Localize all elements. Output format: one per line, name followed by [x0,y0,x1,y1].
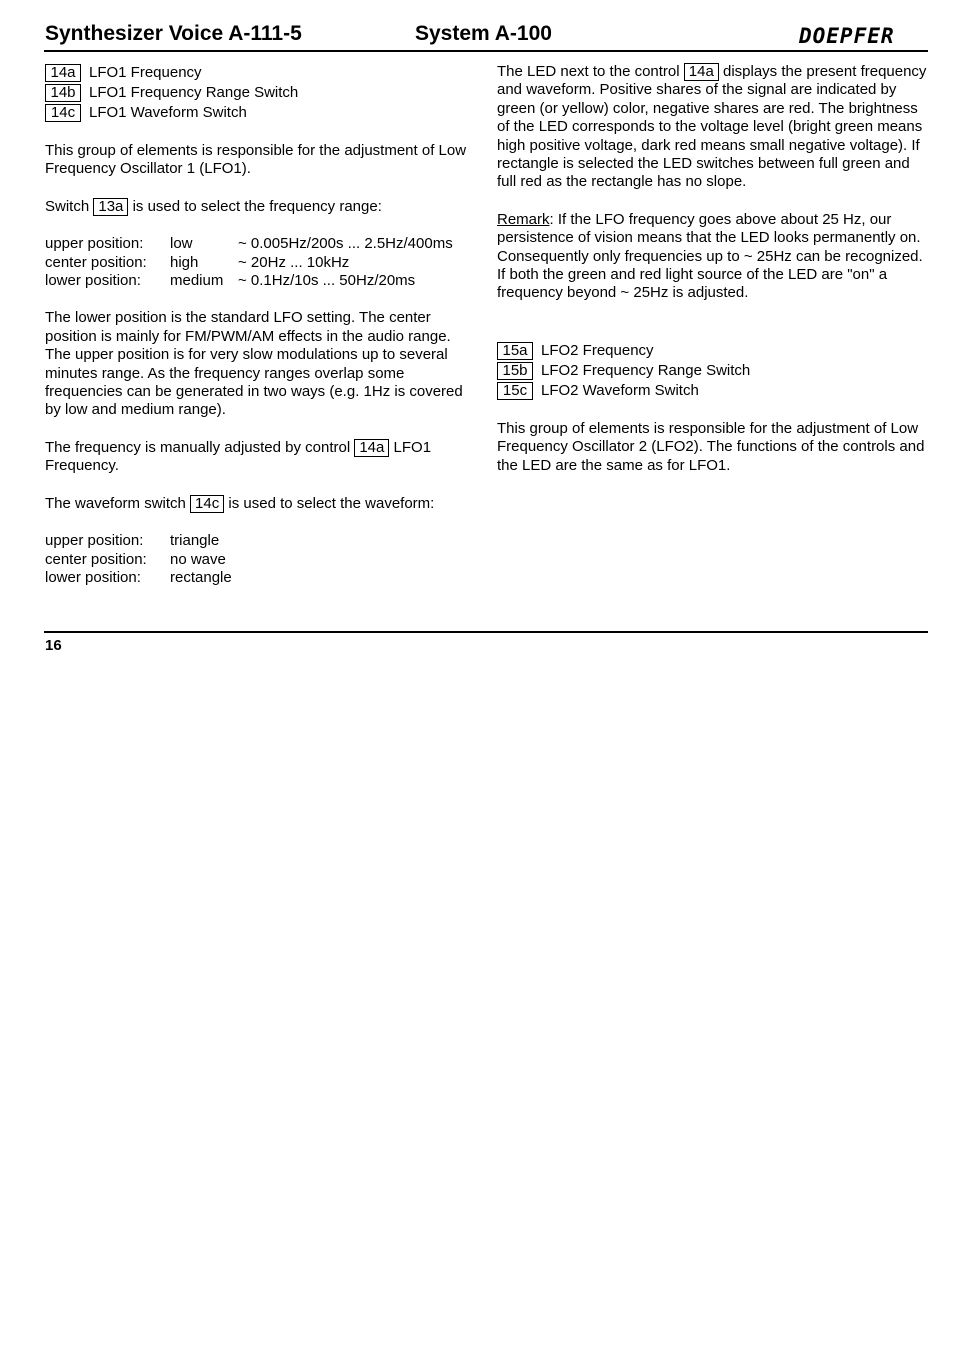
item-code-box: 14b [45,84,81,102]
item-label: LFO1 Frequency [89,63,202,81]
document-title: Synthesizer Voice A-111-5 [45,22,302,45]
table-row [45,235,453,253]
range-cell: ~ 20Hz ... 10kHz [238,253,350,271]
wave-cell: triangle [170,532,220,550]
table-row [45,532,232,550]
list-item [45,63,480,83]
freq-text-post: LFO1 Frequency. [45,438,432,475]
waveform-switch-paragraph [45,495,480,513]
wave-text-pre: The waveform switch [45,494,186,512]
mode-cell: medium [170,272,224,290]
lfo1-items-list [45,63,480,123]
remark-label: Remark [497,210,550,228]
frequency-control-paragraph [45,439,480,476]
list-item [497,381,927,401]
left-column [45,63,480,606]
range-cell: ~ 0.1Hz/10s ... 50Hz/20ms [238,272,416,290]
inline-code-box: 14a [354,439,389,457]
wave-text-post: is used to select the waveform: [228,494,435,512]
lfo1-intro-paragraph: This group of elements is responsible for the adjustment of Low Frequency Oscillator 1 (LFO1). [45,142,467,178]
wave-cell: no wave [170,550,226,568]
item-code-box: 15c [497,382,533,400]
right-column [497,63,927,494]
page-header [44,18,928,52]
freq-text-pre: The frequency is manually adjusted by control [45,438,351,456]
brand-logo: DOEPFER [799,24,895,48]
position-cell: upper position: [45,235,144,253]
item-code-box: 14a [45,64,81,82]
inline-code-box: 14a [684,63,719,81]
item-label: LFO2 Frequency Range Switch [541,361,751,379]
item-code-box: 14c [45,104,81,122]
led-text-post: displays the present frequency and waveform. Positive shares of the signal are indicated by green (or yellow) color, negative shares are red. The brightness of the LED corresponds to the voltage level (bright green means high positive voltage, dark red means small negative voltage). If rectangle is selected the LED switches between full green and full red as the rectangle has no slope. [497,63,927,191]
switch-text-post: is used to select the frequency range: [132,197,382,215]
position-cell: lower position: [45,272,141,290]
switch-text-pre: Switch [45,197,90,215]
inline-code-box: 14c [190,495,224,513]
table-row [45,254,453,272]
table-row [45,272,453,290]
mode-cell: low [170,235,193,253]
item-label: LFO2 Waveform Switch [541,381,699,399]
mode-cell: high [170,253,199,271]
item-label: LFO2 Frequency [541,341,654,359]
position-cell: center position: [45,253,147,271]
position-cell: center position: [45,550,147,568]
item-label: LFO1 Frequency Range Switch [89,83,299,101]
page-number: 16 [45,637,62,654]
list-item [45,103,480,123]
lfo2-paragraph: This group of elements is responsible for the adjustment of Low Frequency Oscillator 2 (LFO2). The functions of the controls and the LED are the same as for LFO1. [497,419,925,474]
range-cell: ~ 0.005Hz/200s ... 2.5Hz/400ms [238,235,453,253]
list-item [497,361,927,381]
list-item [497,341,927,361]
system-title: System A-100 [415,22,552,45]
item-label: LFO1 Waveform Switch [89,103,247,121]
lower-position-paragraph: The lower position is the standard LFO setting. The center position is mainly for FM/PWM/AM effects in the audio range. The upper position is for very slow modulations up to several minutes range. As the frequency ranges overlap some frequencies can be generated in two ways (e.g. 1Hz is covered by low and medium range). [45,309,463,419]
waveform-table [45,532,232,587]
frequency-range-table [45,235,453,290]
item-code-box: 15b [497,362,533,380]
remark-paragraph [497,211,927,303]
wave-cell: rectangle [170,568,232,586]
led-text-pre: The LED next to the control [497,63,680,80]
position-cell: lower position: [45,568,141,586]
table-row [45,569,232,587]
lfo2-items-list [497,341,927,401]
remark-text: : If the LFO frequency goes above about 25 Hz, our persistence of vision means that the LED looks permanently on. Consequently only frequencies up to ~ 25Hz can be recognized. If both the green and red light source of the LED are "on" a frequency beyond ~ 25Hz is adjusted. [497,210,923,302]
footer-divider [44,631,928,633]
position-cell: upper position: [45,532,144,550]
item-code-box: 15a [497,342,533,360]
list-item [45,83,480,103]
switch-paragraph [45,198,480,216]
inline-code-box: 13a [93,198,128,216]
table-row [45,551,232,569]
led-paragraph [497,63,927,192]
